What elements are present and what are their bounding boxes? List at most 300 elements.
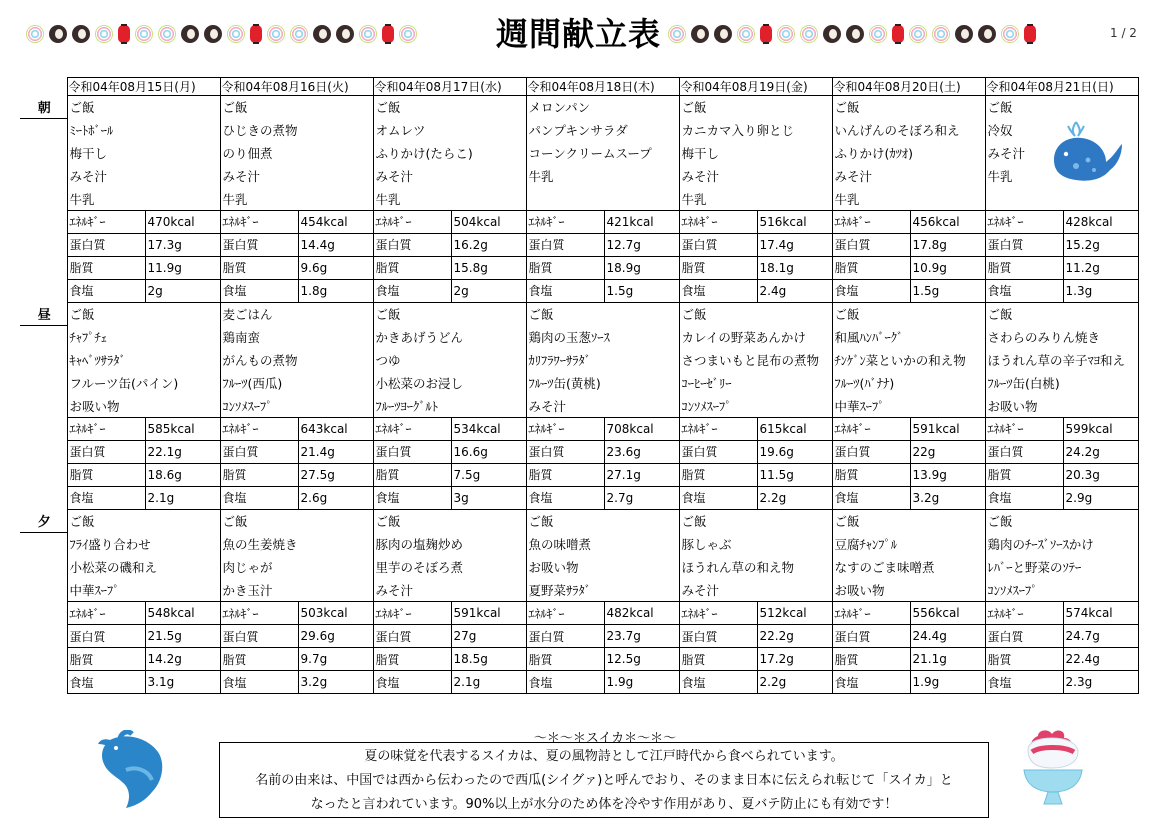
nutrient-value: 10.9g bbox=[910, 256, 985, 279]
nutrient-value: 428kcal bbox=[1063, 210, 1138, 233]
nutrient-value: 15.8g bbox=[451, 256, 526, 279]
date-header: 令和04年08月16日(火) bbox=[220, 78, 373, 96]
nutrient-label: 蛋白質 bbox=[985, 440, 1063, 463]
nutrient-value: 3.2g bbox=[910, 486, 985, 509]
menu-item: フルーツ缶(パイン) bbox=[67, 372, 220, 395]
nutrition-row bbox=[20, 440, 1138, 463]
nutrient-label: 脂質 bbox=[985, 648, 1063, 671]
menu-item: 魚の味噌煮 bbox=[526, 533, 679, 556]
nutrient-value: 27.1g bbox=[604, 463, 679, 486]
nutrient-label: 食塩 bbox=[373, 671, 451, 694]
label-spacer bbox=[20, 233, 67, 256]
menu-item: ご飯 bbox=[373, 96, 526, 119]
nutrient-label: 食塩 bbox=[832, 671, 910, 694]
nutrient-value: 2g bbox=[451, 279, 526, 302]
nutrient-label: 蛋白質 bbox=[679, 625, 757, 648]
dango-icon bbox=[313, 25, 331, 43]
menu-item bbox=[526, 187, 679, 210]
menu-item: のり佃煮 bbox=[220, 142, 373, 165]
label-spacer bbox=[20, 256, 67, 279]
nutrient-value: 615kcal bbox=[757, 417, 832, 440]
firework-icon bbox=[227, 25, 245, 43]
menu-item: さつまいもと昆布の煮物 bbox=[679, 349, 832, 372]
nutrient-label: 脂質 bbox=[985, 256, 1063, 279]
firework-icon bbox=[1001, 25, 1019, 43]
menu-item: ご飯 bbox=[832, 509, 985, 532]
menu-item: ご飯 bbox=[220, 509, 373, 532]
dolphin-illustration bbox=[96, 730, 168, 810]
nutrient-value: 27g bbox=[451, 625, 526, 648]
nutrient-label: 蛋白質 bbox=[373, 233, 451, 256]
nutrient-value: 22.1g bbox=[145, 440, 220, 463]
nutrient-value: 20.3g bbox=[1063, 463, 1138, 486]
menu-item: 鶏肉の玉葱ｿｰｽ bbox=[526, 326, 679, 349]
menu-row bbox=[20, 142, 1138, 165]
menu-item: 梅干し bbox=[67, 142, 220, 165]
nutrient-label: ｴﾈﾙｷﾞｰ bbox=[220, 417, 298, 440]
nutrient-label: 蛋白質 bbox=[679, 233, 757, 256]
dango-icon bbox=[714, 25, 732, 43]
lantern-icon bbox=[892, 25, 904, 43]
menu-row bbox=[20, 578, 1138, 601]
nutrient-label: 食塩 bbox=[526, 671, 604, 694]
nutrient-value: 512kcal bbox=[757, 602, 832, 625]
nutrient-label: 蛋白質 bbox=[526, 440, 604, 463]
nutrient-label: 蛋白質 bbox=[220, 625, 298, 648]
menu-item: 中華ｽｰﾌﾟ bbox=[832, 394, 985, 417]
menu-row bbox=[20, 187, 1138, 210]
menu-item: お吸い物 bbox=[526, 556, 679, 579]
nutrient-value: 24.4g bbox=[910, 625, 985, 648]
nutrient-value: 2.1g bbox=[451, 671, 526, 694]
menu-row bbox=[20, 349, 1138, 372]
nutrient-value: 708kcal bbox=[604, 417, 679, 440]
menu-item: 牛乳 bbox=[526, 165, 679, 188]
menu-item: がんもの煮物 bbox=[220, 349, 373, 372]
dango-icon bbox=[691, 25, 709, 43]
menu-item: ご飯 bbox=[985, 509, 1138, 532]
nutrient-value: 16.6g bbox=[451, 440, 526, 463]
nutrient-label: ｴﾈﾙｷﾞｰ bbox=[220, 210, 298, 233]
nutrient-label: 脂質 bbox=[679, 463, 757, 486]
menu-item: ｺｰﾋｰｾﾞﾘｰ bbox=[679, 372, 832, 395]
dango-icon bbox=[336, 25, 354, 43]
nutrient-value: 1.8g bbox=[298, 279, 373, 302]
nutrient-value: 470kcal bbox=[145, 210, 220, 233]
firework-icon bbox=[668, 25, 686, 43]
menu-item: コーンクリームスープ bbox=[526, 142, 679, 165]
nutrient-label: 食塩 bbox=[832, 486, 910, 509]
nutrient-label: ｴﾈﾙｷﾞｰ bbox=[679, 602, 757, 625]
meal-label: 昼 bbox=[20, 302, 67, 325]
label-spacer bbox=[20, 671, 67, 694]
label-spacer bbox=[20, 394, 67, 417]
nutrient-value: 3.1g bbox=[145, 671, 220, 694]
nutrient-label: 脂質 bbox=[526, 463, 604, 486]
label-spacer bbox=[20, 602, 67, 625]
label-spacer bbox=[20, 486, 67, 509]
date-header: 令和04年08月21日(日) bbox=[985, 78, 1138, 96]
nutrient-value: 9.6g bbox=[298, 256, 373, 279]
menu-item: ふりかけ(たらこ) bbox=[373, 142, 526, 165]
nutrient-value: 14.4g bbox=[298, 233, 373, 256]
nutrient-label: ｴﾈﾙｷﾞｰ bbox=[679, 417, 757, 440]
firework-icon bbox=[359, 25, 377, 43]
nutrient-label: 蛋白質 bbox=[67, 233, 145, 256]
dango-icon bbox=[955, 25, 973, 43]
nutrient-label: ｴﾈﾙｷﾞｰ bbox=[67, 417, 145, 440]
meal-label: 朝 bbox=[20, 96, 67, 119]
menu-item: かき玉汁 bbox=[220, 578, 373, 601]
menu-item: ご飯 bbox=[679, 96, 832, 119]
nutrient-label: ｴﾈﾙｷﾞｰ bbox=[526, 417, 604, 440]
nutrient-label: 脂質 bbox=[373, 463, 451, 486]
menu-item: ｺﾝｿﾒｽｰﾌﾟ bbox=[679, 394, 832, 417]
menu-item: いんげんのそぼろ和え bbox=[832, 119, 985, 142]
menu-item: お吸い物 bbox=[832, 578, 985, 601]
nutrient-label: 蛋白質 bbox=[679, 440, 757, 463]
firework-icon bbox=[909, 25, 927, 43]
nutrient-label: 食塩 bbox=[373, 486, 451, 509]
nutrient-value: 556kcal bbox=[910, 602, 985, 625]
nutrient-value: 21.5g bbox=[145, 625, 220, 648]
menu-item: ﾁﾝｹﾞﾝ菜といかの和え物 bbox=[832, 349, 985, 372]
nutrient-value: 22.2g bbox=[757, 625, 832, 648]
nutrient-label: 脂質 bbox=[220, 256, 298, 279]
menu-item: 梅干し bbox=[679, 142, 832, 165]
menu-row bbox=[20, 302, 1138, 325]
firework-icon bbox=[158, 25, 176, 43]
menu-item: 鶏南蛮 bbox=[220, 326, 373, 349]
nutrition-row bbox=[20, 210, 1138, 233]
menu-item: 麦ごはん bbox=[220, 302, 373, 325]
whale-illustration bbox=[1048, 120, 1128, 186]
menu-item: ご飯 bbox=[679, 302, 832, 325]
nutrient-value: 2g bbox=[145, 279, 220, 302]
nutrient-value: 574kcal bbox=[1063, 602, 1138, 625]
menu-item: 鶏肉のﾁｰｽﾞｿｰｽかけ bbox=[985, 533, 1138, 556]
menu-item: つゆ bbox=[373, 349, 526, 372]
menu-item: みそ汁 bbox=[67, 165, 220, 188]
nutrient-label: 食塩 bbox=[220, 279, 298, 302]
nutrient-value: 22.4g bbox=[1063, 648, 1138, 671]
menu-item: 牛乳 bbox=[679, 187, 832, 210]
nutrient-label: ｴﾈﾙｷﾞｰ bbox=[985, 210, 1063, 233]
menu-item: ご飯 bbox=[373, 302, 526, 325]
menu-item: なすのごま味噌煮 bbox=[832, 556, 985, 579]
nutrient-value: 11.5g bbox=[757, 463, 832, 486]
menu-item: ご飯 bbox=[67, 509, 220, 532]
menu-item: ひじきの煮物 bbox=[220, 119, 373, 142]
label-spacer bbox=[20, 210, 67, 233]
menu-item: みそ汁 bbox=[526, 394, 679, 417]
nutrient-value: 599kcal bbox=[1063, 417, 1138, 440]
firework-icon bbox=[399, 25, 417, 43]
date-header: 令和04年08月18日(木) bbox=[526, 78, 679, 96]
label-spacer bbox=[20, 648, 67, 671]
page-title: 週間献立表 bbox=[496, 15, 662, 53]
menu-item: ｷｬﾍﾞﾂｻﾗﾀﾞ bbox=[67, 349, 220, 372]
firework-icon bbox=[135, 25, 153, 43]
label-spacer bbox=[20, 463, 67, 486]
nutrient-label: 蛋白質 bbox=[985, 625, 1063, 648]
firework-icon bbox=[932, 25, 950, 43]
menu-item: みそ汁 bbox=[832, 165, 985, 188]
nutrient-label: 脂質 bbox=[832, 648, 910, 671]
nutrient-label: 食塩 bbox=[526, 279, 604, 302]
lantern-icon bbox=[118, 25, 130, 43]
shaved-ice-illustration bbox=[1018, 728, 1088, 810]
nutrition-row bbox=[20, 417, 1138, 440]
nutrient-label: ｴﾈﾙｷﾞｰ bbox=[373, 417, 451, 440]
menu-item: ﾌﾙｰﾂ缶(黄桃) bbox=[526, 372, 679, 395]
nutrition-row bbox=[20, 602, 1138, 625]
nutrient-label: 食塩 bbox=[67, 279, 145, 302]
nutrient-value: 1.5g bbox=[910, 279, 985, 302]
nutrient-value: 17.2g bbox=[757, 648, 832, 671]
nutrient-value: 591kcal bbox=[910, 417, 985, 440]
menu-item: ﾚﾊﾞｰと野菜のｿﾃｰ bbox=[985, 556, 1138, 579]
nutrient-value: 18.1g bbox=[757, 256, 832, 279]
nutrient-value: 23.7g bbox=[604, 625, 679, 648]
firework-icon bbox=[267, 25, 285, 43]
nutrient-label: 脂質 bbox=[679, 648, 757, 671]
notice-line: 名前の由来は、中国では西から伝わったので西瓜(シイグァ)と呼んでおり、そのまま日本に伝えられ転じて「スイカ」と bbox=[255, 773, 953, 788]
menu-row bbox=[20, 509, 1138, 532]
nutrient-label: 食塩 bbox=[985, 486, 1063, 509]
menu-item: お吸い物 bbox=[985, 394, 1138, 417]
nutrient-value: 17.8g bbox=[910, 233, 985, 256]
nutrient-label: ｴﾈﾙｷﾞｰ bbox=[832, 602, 910, 625]
nutrient-value: 21.4g bbox=[298, 440, 373, 463]
nutrient-label: 脂質 bbox=[832, 256, 910, 279]
lantern-icon bbox=[1024, 25, 1036, 43]
menu-item bbox=[985, 187, 1138, 210]
firework-icon bbox=[290, 25, 308, 43]
nutrient-label: ｴﾈﾙｷﾞｰ bbox=[67, 602, 145, 625]
menu-item: みそ汁 bbox=[679, 165, 832, 188]
menu-item: オムレツ bbox=[373, 119, 526, 142]
nutrient-label: 食塩 bbox=[985, 279, 1063, 302]
nutrient-label: ｴﾈﾙｷﾞｰ bbox=[679, 210, 757, 233]
menu-item: かきあげうどん bbox=[373, 326, 526, 349]
nutrient-value: 1.9g bbox=[910, 671, 985, 694]
firework-icon bbox=[26, 25, 44, 43]
corner-cell bbox=[20, 78, 67, 96]
label-spacer bbox=[20, 578, 67, 601]
label-spacer bbox=[20, 349, 67, 372]
nutrient-value: 548kcal bbox=[145, 602, 220, 625]
label-spacer bbox=[20, 187, 67, 210]
menu-item: ふりかけ(ｶﾂｵ) bbox=[832, 142, 985, 165]
label-spacer bbox=[20, 372, 67, 395]
nutrient-label: 蛋白質 bbox=[832, 625, 910, 648]
menu-item: 冷奴 bbox=[985, 119, 1138, 142]
nutrient-label: ｴﾈﾙｷﾞｰ bbox=[373, 210, 451, 233]
menu-item: ご飯 bbox=[220, 96, 373, 119]
dango-icon bbox=[846, 25, 864, 43]
menu-item: 里芋のそぼろ煮 bbox=[373, 556, 526, 579]
page-indicator: 1 / 2 bbox=[1110, 26, 1137, 40]
nutrient-label: 脂質 bbox=[985, 463, 1063, 486]
label-spacer bbox=[20, 279, 67, 302]
notice-title: ～＊～＊スイカ＊～＊～ bbox=[533, 731, 677, 746]
label-spacer bbox=[20, 533, 67, 556]
firework-icon bbox=[95, 25, 113, 43]
menu-row bbox=[20, 533, 1138, 556]
menu-item: ご飯 bbox=[373, 509, 526, 532]
nutrient-label: 脂質 bbox=[67, 463, 145, 486]
nutrient-value: 503kcal bbox=[298, 602, 373, 625]
nutrient-value: 3.2g bbox=[298, 671, 373, 694]
menu-item: 牛乳 bbox=[67, 187, 220, 210]
nutrient-value: 456kcal bbox=[910, 210, 985, 233]
nutrient-value: 21.1g bbox=[910, 648, 985, 671]
nutrient-value: 2.3g bbox=[1063, 671, 1138, 694]
nutrient-label: 蛋白質 bbox=[832, 233, 910, 256]
menu-item: お吸い物 bbox=[67, 394, 220, 417]
menu-item: ﾁｬﾌﾟﾁｪ bbox=[67, 326, 220, 349]
menu-item: ほうれん草の和え物 bbox=[679, 556, 832, 579]
label-spacer bbox=[20, 326, 67, 349]
notice-line: 夏の味覚を代表するスイカは、夏の風物詩として江戸時代から食べられています。 bbox=[364, 749, 844, 764]
label-spacer bbox=[20, 440, 67, 463]
dango-icon bbox=[49, 25, 67, 43]
nutrient-label: 蛋白質 bbox=[526, 233, 604, 256]
menu-item: ｺﾝｿﾒｽｰﾌﾟ bbox=[985, 578, 1138, 601]
menu-item: カレイの野菜あんかけ bbox=[679, 326, 832, 349]
menu-item: ﾌﾙｰﾂ(西瓜) bbox=[220, 372, 373, 395]
nutrition-row bbox=[20, 279, 1138, 302]
nutrient-value: 17.3g bbox=[145, 233, 220, 256]
menu-row bbox=[20, 372, 1138, 395]
menu-item: ご飯 bbox=[985, 96, 1138, 119]
nutrient-value: 2.7g bbox=[604, 486, 679, 509]
nutrient-label: 食塩 bbox=[67, 671, 145, 694]
menu-item: ご飯 bbox=[832, 96, 985, 119]
nutrient-value: 12.7g bbox=[604, 233, 679, 256]
menu-item: ご飯 bbox=[67, 302, 220, 325]
nutrient-value: 7.5g bbox=[451, 463, 526, 486]
nutrient-value: 643kcal bbox=[298, 417, 373, 440]
notice-box bbox=[219, 742, 989, 818]
menu-item: みそ汁 bbox=[373, 578, 526, 601]
menu-item: ご飯 bbox=[526, 509, 679, 532]
menu-item: 豆腐ﾁｬﾝﾌﾟﾙ bbox=[832, 533, 985, 556]
label-spacer bbox=[20, 142, 67, 165]
label-spacer bbox=[20, 556, 67, 579]
nutrient-label: 食塩 bbox=[679, 671, 757, 694]
menu-item: パンプキンサラダ bbox=[526, 119, 679, 142]
nutrient-value: 11.2g bbox=[1063, 256, 1138, 279]
firework-icon bbox=[800, 25, 818, 43]
nutrient-label: ｴﾈﾙｷﾞｰ bbox=[67, 210, 145, 233]
menu-item: 中華ｽｰﾌﾟ bbox=[67, 578, 220, 601]
menu-row bbox=[20, 165, 1138, 188]
date-header: 令和04年08月20日(土) bbox=[832, 78, 985, 96]
label-spacer bbox=[20, 417, 67, 440]
nutrient-value: 1.9g bbox=[604, 671, 679, 694]
lantern-icon bbox=[250, 25, 262, 43]
nutrient-label: 脂質 bbox=[526, 256, 604, 279]
label-spacer bbox=[20, 119, 67, 142]
menu-item: ご飯 bbox=[832, 302, 985, 325]
menu-item: カニカマ入り卵とじ bbox=[679, 119, 832, 142]
menu-item: ご飯 bbox=[526, 302, 679, 325]
meal-label: 夕 bbox=[20, 509, 67, 532]
menu-item: ｺﾝｿﾒｽｰﾌﾟ bbox=[220, 394, 373, 417]
nutrient-value: 18.6g bbox=[145, 463, 220, 486]
nutrient-label: ｴﾈﾙｷﾞｰ bbox=[985, 602, 1063, 625]
nutrition-row bbox=[20, 486, 1138, 509]
nutrient-label: 脂質 bbox=[373, 256, 451, 279]
nutrient-value: 24.7g bbox=[1063, 625, 1138, 648]
nutrient-value: 516kcal bbox=[757, 210, 832, 233]
nutrient-value: 2.2g bbox=[757, 671, 832, 694]
notice-line: なったと言われています。90%以上が水分のため体を冷やす作用があり、夏バテ防止にも有効です！ bbox=[310, 797, 898, 812]
date-header: 令和04年08月15日(月) bbox=[67, 78, 220, 96]
firework-icon bbox=[737, 25, 755, 43]
nutrition-row bbox=[20, 233, 1138, 256]
nutrient-label: 脂質 bbox=[832, 463, 910, 486]
menu-item: ご飯 bbox=[67, 96, 220, 119]
nutrient-value: 2.1g bbox=[145, 486, 220, 509]
menu-item: さわらのみりん焼き bbox=[985, 326, 1138, 349]
menu-item: ﾌﾙｰﾂﾖｰｸﾞﾙﾄ bbox=[373, 394, 526, 417]
nutrition-row bbox=[20, 256, 1138, 279]
menu-item: ご飯 bbox=[679, 509, 832, 532]
nutrient-value: 17.4g bbox=[757, 233, 832, 256]
nutrient-value: 3g bbox=[451, 486, 526, 509]
menu-item: 夏野菜ｻﾗﾀﾞ bbox=[526, 578, 679, 601]
nutrient-label: ｴﾈﾙｷﾞｰ bbox=[220, 602, 298, 625]
nutrient-label: 蛋白質 bbox=[526, 625, 604, 648]
menu-item: ｶﾘﾌﾗﾜｰｻﾗﾀﾞ bbox=[526, 349, 679, 372]
label-spacer bbox=[20, 625, 67, 648]
menu-table bbox=[20, 77, 1139, 694]
menu-item: ﾌﾙｰﾂ缶(白桃) bbox=[985, 372, 1138, 395]
dango-icon bbox=[72, 25, 90, 43]
nutrient-value: 2.9g bbox=[1063, 486, 1138, 509]
nutrition-row bbox=[20, 648, 1138, 671]
menu-item: 小松菜のお浸し bbox=[373, 372, 526, 395]
label-spacer bbox=[20, 165, 67, 188]
menu-item: 牛乳 bbox=[832, 187, 985, 210]
nutrient-label: ｴﾈﾙｷﾞｰ bbox=[832, 417, 910, 440]
dango-icon bbox=[978, 25, 996, 43]
nutrient-label: ｴﾈﾙｷﾞｰ bbox=[832, 210, 910, 233]
nutrient-label: 脂質 bbox=[373, 648, 451, 671]
nutrient-label: 脂質 bbox=[220, 648, 298, 671]
nutrient-value: 27.5g bbox=[298, 463, 373, 486]
nutrient-value: 591kcal bbox=[451, 602, 526, 625]
nutrient-label: 脂質 bbox=[67, 256, 145, 279]
nutrient-value: 534kcal bbox=[451, 417, 526, 440]
nutrient-value: 2.2g bbox=[757, 486, 832, 509]
dango-icon bbox=[823, 25, 841, 43]
nutrient-label: 食塩 bbox=[679, 279, 757, 302]
nutrition-row bbox=[20, 625, 1138, 648]
nutrient-label: 蛋白質 bbox=[373, 440, 451, 463]
menu-item: メロンパン bbox=[526, 96, 679, 119]
lantern-icon bbox=[382, 25, 394, 43]
menu-row bbox=[20, 394, 1138, 417]
nutrient-value: 18.5g bbox=[451, 648, 526, 671]
menu-item: ご飯 bbox=[985, 302, 1138, 325]
nutrient-label: 食塩 bbox=[832, 279, 910, 302]
menu-item: 牛乳 bbox=[373, 187, 526, 210]
menu-item: 牛乳 bbox=[220, 187, 373, 210]
